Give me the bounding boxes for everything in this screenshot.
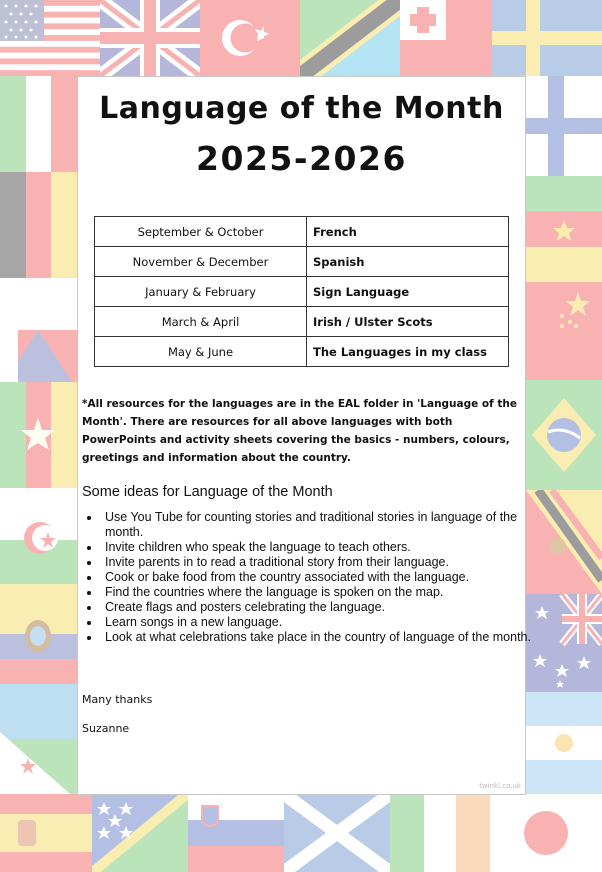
china-flag-icon: [526, 282, 602, 380]
turkey-flag-icon: [200, 0, 300, 76]
schedule-months: September & October: [95, 217, 307, 247]
italy-flag-icon: [0, 76, 77, 172]
ireland-flag-icon: [390, 794, 490, 872]
japan-flag-icon: [490, 794, 602, 872]
ecuador-flag-icon: [0, 584, 77, 684]
finland-flag-icon: [526, 76, 602, 176]
list-item: • Invite parents in to read a traditional story from their language.: [101, 555, 537, 570]
slovenia-flag-icon: [188, 794, 284, 872]
algeria-flag-icon: [0, 488, 77, 584]
schedule-months: May & June: [95, 337, 307, 367]
schedule-language: The Languages in my class: [307, 337, 509, 367]
solomon-islands-flag-icon: [92, 794, 188, 872]
list-item: • Look at what celebrations take place in the country of language of the month.: [101, 630, 537, 645]
page-year: 2025-2026: [196, 139, 407, 178]
schedule-language: Irish / Ulster Scots: [307, 307, 509, 337]
spain-flag-icon: [0, 794, 92, 872]
usa-flag-icon: [0, 0, 100, 76]
content-panel: [77, 76, 531, 795]
schedule-months: March & April: [95, 307, 307, 337]
table-row: [95, 307, 509, 337]
papua-new-guinea-flag-icon: [526, 490, 602, 594]
tanzania-flag-icon: [300, 0, 400, 76]
table-row: [95, 247, 509, 277]
schedule-table: [94, 216, 509, 367]
watermark: twinkl.co.uk: [479, 782, 521, 790]
new-zealand-flag-icon: [526, 594, 602, 692]
argentina-flag-icon: [526, 692, 602, 794]
brazil-flag-icon: [526, 380, 602, 490]
schedule-language: Sign Language: [307, 277, 509, 307]
schedule-months: January & February: [95, 277, 307, 307]
uk-flag-icon: [100, 0, 200, 76]
signature-text: Suzanne: [82, 722, 130, 735]
tonga-flag-icon: [400, 0, 492, 76]
table-row: [95, 277, 509, 307]
list-item: • Use You Tube for counting stories and traditional stories in language of the month.: [101, 510, 537, 540]
list-item: • Invite children who speak the language to teach others.: [101, 540, 537, 555]
list-item: • Learn songs in a new language.: [101, 615, 537, 630]
list-item: • Create flags and posters celebrating the language.: [101, 600, 537, 615]
schedule-language: French: [307, 217, 509, 247]
germany-flag-icon: [0, 172, 77, 278]
guyana-flag-icon: [526, 176, 602, 282]
table-row: [95, 337, 509, 367]
resources-note: *All resources for the languages are in the EAL folder in 'Language of the Month'. There are resources for all above languages with both PowerPoints and activity sheets covering the basics - numbers, colours, greetings and information about the country.: [82, 398, 517, 464]
czech-flag-icon: [0, 278, 77, 382]
cameroon-flag-icon: [0, 382, 77, 488]
scotland-flag-icon: [284, 794, 390, 872]
list-item: • Find the countries where the language is spoken on the map.: [101, 585, 537, 600]
schedule-language: Spanish: [307, 247, 509, 277]
table-row: [95, 217, 509, 247]
djibouti-flag-icon: [0, 684, 77, 794]
sweden-flag-icon: [492, 0, 602, 76]
list-item: • Cook or bake food from the country associated with the language.: [101, 570, 537, 585]
ideas-heading: Some ideas for Language of the Month: [82, 484, 333, 500]
ideas-list: [82, 510, 537, 645]
closing-text: Many thanks: [82, 693, 153, 706]
page-title: Language of the Month: [99, 91, 504, 126]
schedule-months: November & December: [95, 247, 307, 277]
